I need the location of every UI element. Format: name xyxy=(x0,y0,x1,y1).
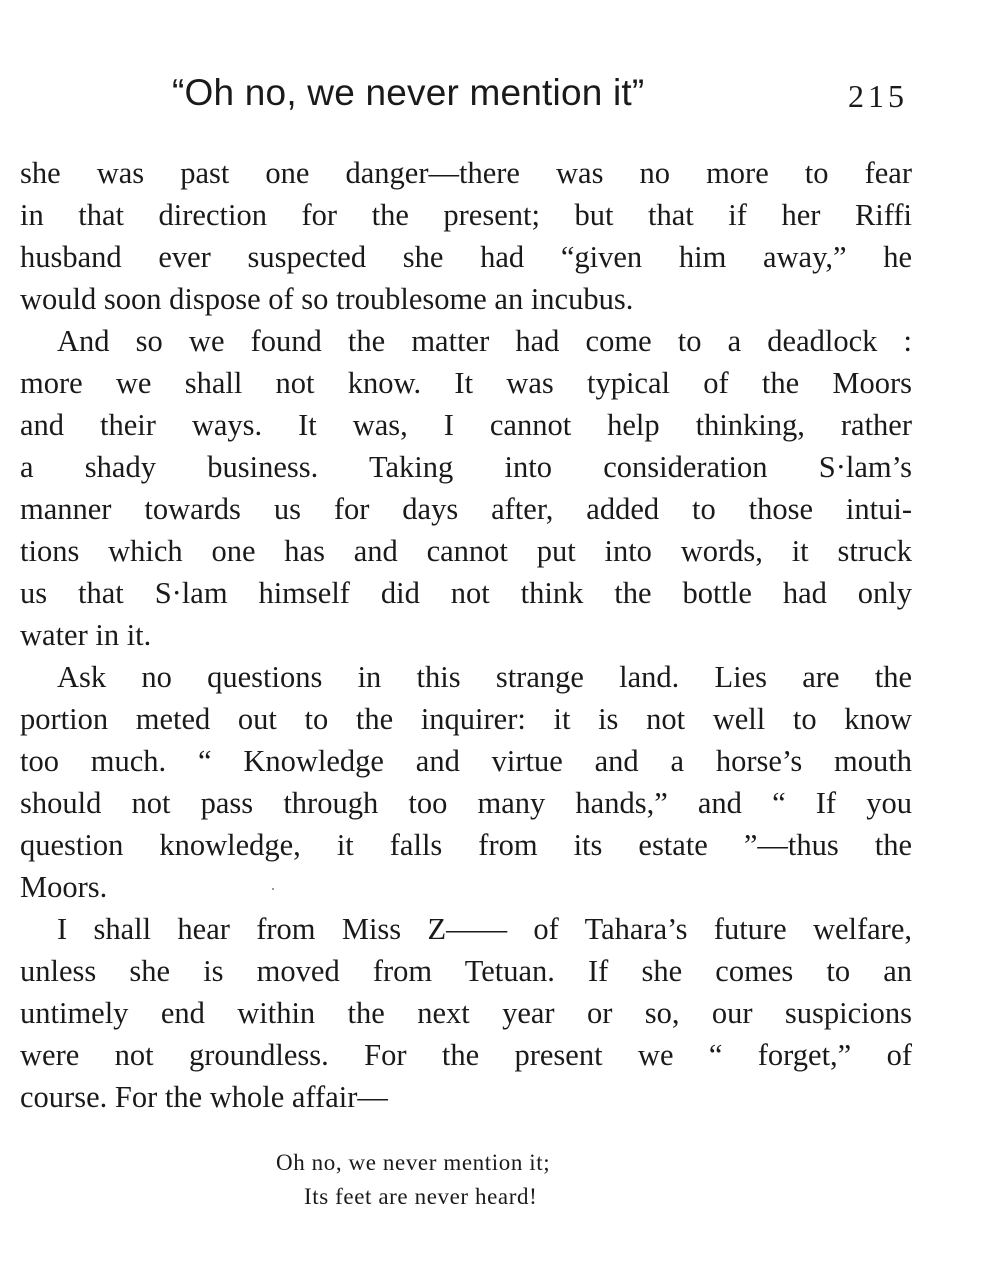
text-line: were not groundless. For the present we “ forget,” of xyxy=(20,1038,912,1072)
text-line: should not pass through too many hands,” and “ If you xyxy=(20,786,912,820)
verse-line: Oh no, we never mention it; xyxy=(276,1150,551,1175)
text-line: us that S·lam himself did not think the bottle had only xyxy=(20,576,912,610)
print-speck xyxy=(272,888,274,890)
text-line: I shall hear from Miss Z—— of Tahara’s future welfare, xyxy=(57,912,912,946)
text-line: course. For the whole affair— xyxy=(20,1080,388,1114)
text-line: manner towards us for days after, added to those intui- xyxy=(20,492,912,526)
body-text xyxy=(20,152,912,1118)
text-line: husband ever suspected she had “given him away,” he xyxy=(20,240,912,274)
text-line: Moors. xyxy=(20,870,108,904)
text-line: a shady business. Taking into consideration S·lam’s xyxy=(20,450,912,484)
running-title: “Oh no, we never mention it” xyxy=(172,72,645,113)
text-line: water in it. xyxy=(20,618,152,652)
text-line: tions which one has and cannot put into words, it struck xyxy=(20,534,912,568)
text-line: Ask no questions in this strange land. Lies are the xyxy=(57,660,912,694)
verse-line: Its feet are never heard! xyxy=(304,1184,538,1209)
text-line: would soon dispose of so troublesome an incubus. xyxy=(20,282,634,316)
paragraph-2 xyxy=(20,320,912,656)
paragraph-3 xyxy=(20,656,912,908)
text-line: untimely end within the next year or so, our suspicions xyxy=(20,996,912,1030)
text-line: unless she is moved from Tetuan. If she comes to an xyxy=(20,954,912,988)
paragraph-4 xyxy=(20,908,912,1118)
verse-quotation xyxy=(0,1146,1000,1214)
text-line: question knowledge, it falls from its estate ”—thus the xyxy=(20,828,912,862)
running-head xyxy=(0,72,1000,122)
text-line: and their ways. It was, I cannot help thinking, rather xyxy=(20,408,912,442)
paragraph-1 xyxy=(20,152,912,320)
text-line: she was past one danger—there was no more to fear xyxy=(20,156,912,190)
text-line: And so we found the matter had come to a deadlock : xyxy=(57,324,912,358)
text-line: more we shall not know. It was typical of the Moors xyxy=(20,366,912,400)
text-line: too much. “ Knowledge and virtue and a horse’s mouth xyxy=(20,744,912,778)
text-line: in that direction for the present; but that if her Riffi xyxy=(20,198,912,232)
text-line: portion meted out to the inquirer: it is not well to know xyxy=(20,702,912,736)
page-number: 215 xyxy=(848,78,908,114)
